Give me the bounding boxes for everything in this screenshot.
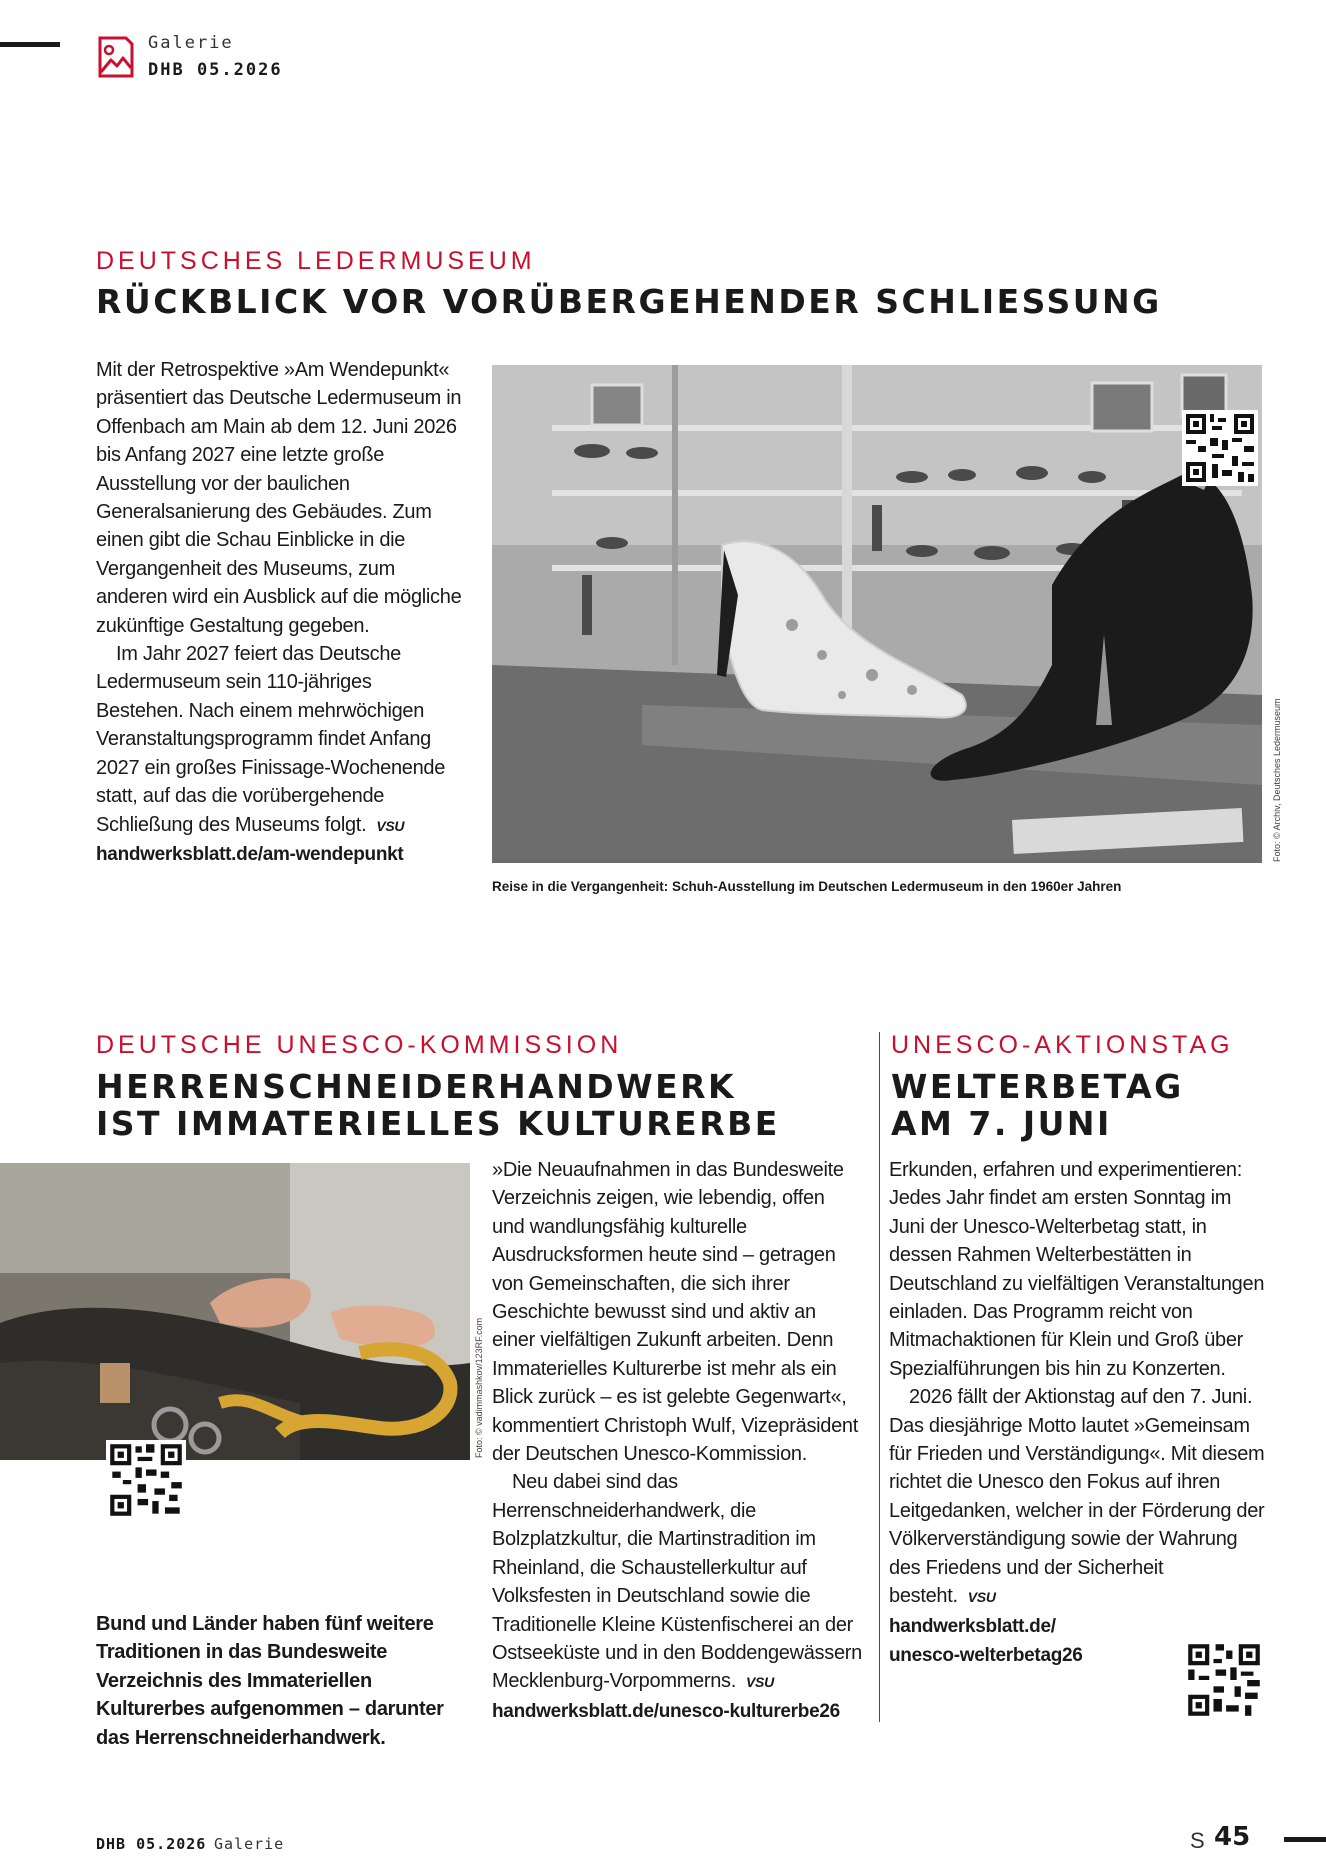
article3-link-line1[interactable]: handwerksblatt.de/ bbox=[889, 1615, 1056, 1637]
article2-kicker: DEUTSCHE UNESCO-KOMMISSION bbox=[96, 1031, 623, 1059]
article2-link[interactable]: handwerksblatt.de/unesco-kulturerbe26 bbox=[492, 1700, 840, 1722]
article3-paragraph-2: 2026 fällt der Aktionstag auf den 7. Juni. Das diesjährige Motto lautet »Gemeinsam für Frieden und Verständigung«. Mit diesem richtet die Unesco den Fokus auf ihren Leitgedanken, welcher in der Förderung der Völkerverständigung sowie der Wahrung des Friedens und der Sicherheit besteht. bbox=[889, 1386, 1265, 1608]
qr-code-icon[interactable] bbox=[1182, 410, 1258, 486]
footer-section: Galerie bbox=[214, 1835, 285, 1853]
shoe-exhibition-photo bbox=[492, 365, 1262, 863]
article2-paragraph-1: »Die Neuaufnahmen in das Bundesweite Verzeichnis zeigen, wie lebendig, offen und wandlungsfähig kulturelle Ausdrucksformen heute sind – getragen von Gemeinschaften, die sich ihrer Geschichte bewusst sind und aktiv an einer vielfältigen Zukunft arbeiten. Denn Immaterielles Kulturerbe ist mehr als ein Blick zurück – es ist gelebte Gegenwart«, kommentiert Christoph Wulf, Vizepräsident der Deutschen Unesco-Kommission. bbox=[492, 1159, 859, 1466]
article1-headline: RÜCKBLICK VOR VORÜBERGEHENDER SCHLIESSUNG bbox=[96, 282, 1162, 321]
article2-headline-line2: IST IMMATERIELLES KULTURERBE bbox=[96, 1104, 780, 1143]
article3-headline-line2: AM 7. JUNI bbox=[891, 1104, 1112, 1143]
footer-page-number: 45 bbox=[1214, 1822, 1251, 1852]
article3-headline-line1: WELTERBETAG bbox=[891, 1067, 1184, 1106]
article1-photo-credit: Foto: © Archiv, Deutsches Ledermuseum bbox=[1272, 698, 1282, 862]
shoe-exhibition-illustration bbox=[492, 365, 1262, 863]
article3-headline bbox=[891, 1068, 1184, 1142]
article2-headline-line1: HERRENSCHNEIDERHANDWERK bbox=[96, 1067, 737, 1106]
article1-paragraph-1: Mit der Retrospektive »Am Wendepunkt« präsentiert das Deutsche Ledermuseum in Offenbach am Main ab dem 12. Juni 2026 bis Anfang 2027 eine letzte große Ausstellung vor der baulichen Generalsanierung des Gebäudes. Zum einen gibt die Schau Einblicke in die Vergangenheit des Museums, zum anderen wird ein Ausblick auf die mögliche zukünftige Gestaltung gegeben. bbox=[96, 359, 462, 637]
tailor-photo bbox=[0, 1163, 470, 1460]
footer-issue: DHB 05.2026 bbox=[96, 1835, 207, 1853]
article3-signature: VSU bbox=[967, 1589, 996, 1606]
article2-paragraph-2: Neu dabei sind das Herrenschneiderhandwerk, die Bolzplatzkultur, die Martinstradition im Rheinland, die Schaustellerkultur auf Volksfesten in Deutschland sowie die Traditionelle Kleine Küstenfischerei an der Ostseeküste und in den Boddengewässern Mecklenburg-Vorpommerns. bbox=[492, 1471, 862, 1693]
header-rule bbox=[0, 42, 60, 47]
article2-photo-credit: Foto: © vadimmashkov/123RF.com bbox=[474, 1317, 484, 1458]
footer-page-prefix: S bbox=[1190, 1828, 1205, 1853]
qr-code-icon[interactable] bbox=[1184, 1640, 1264, 1720]
article1-body bbox=[96, 356, 464, 869]
column-divider bbox=[879, 1032, 880, 1722]
footer-rule bbox=[1284, 1837, 1326, 1842]
tailor-illustration bbox=[0, 1163, 470, 1460]
article1-link[interactable]: handwerksblatt.de/am-wendepunkt bbox=[96, 843, 404, 865]
article1-kicker: DEUTSCHES LEDERMUSEUM bbox=[96, 247, 536, 275]
article2-headline bbox=[96, 1068, 780, 1142]
article3-kicker: UNESCO-AKTIONSTAG bbox=[891, 1031, 1234, 1059]
article1-signature: VSU bbox=[376, 817, 405, 834]
article2-signature: VSU bbox=[746, 1674, 774, 1691]
qr-code-icon[interactable] bbox=[106, 1440, 186, 1520]
article3-body bbox=[889, 1156, 1269, 1670]
article3-link-line2[interactable]: unesco-welterbetag26 bbox=[889, 1644, 1083, 1666]
article1-caption: Reise in die Vergangenheit: Schuh-Ausstellung im Deutschen Ledermuseum in den 1960er Jahren bbox=[492, 879, 1122, 894]
article1-paragraph-2: Im Jahr 2027 feiert das Deutsche Ledermuseum sein 110-jähriges Bestehen. Nach einem mehrwöchigen Veranstaltungsprogramm findet Anfang 2027 ein großes Finissage-Wochenende statt, auf das die vorübergehende Schließung des Museums folgt. bbox=[96, 643, 446, 836]
header-section: Galerie bbox=[148, 33, 234, 53]
article2-body bbox=[492, 1156, 862, 1726]
gallery-image-icon bbox=[96, 36, 134, 78]
article2-lead: Bund und Länder haben fünf weitere Traditionen in das Bundesweite Verzeichnis des Immateriellen Kulturerbes aufgenommen – darunter das Herrenschneiderhandwerk. bbox=[96, 1613, 444, 1749]
article3-paragraph-1: Erkunden, erfahren und experimentieren: Jedes Jahr findet am ersten Sonntag im Juni der Unesco-Welterbetag statt, in dessen Rahmen Welterbestätten in Deutschland zu vielfältigen Veranstaltungen einladen. Das Programm reicht von Mitmachaktionen für Klein und Groß über Spezialführungen bis hin zu Konzerten. bbox=[889, 1159, 1265, 1380]
header-issue: DHB 05.2026 bbox=[148, 60, 283, 80]
